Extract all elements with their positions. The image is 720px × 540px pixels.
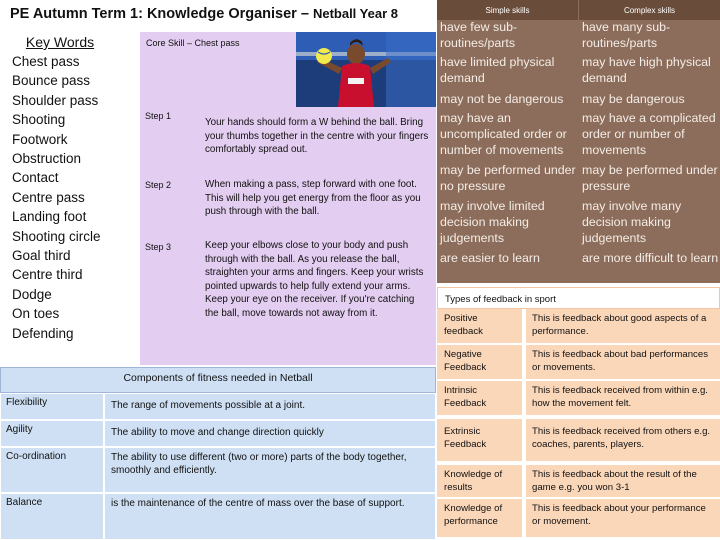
key-word: Shooting: [12, 112, 66, 128]
step-3-label: Step 3: [145, 242, 172, 252]
key-words-list: [12, 52, 101, 343]
key-word: Goal third: [12, 248, 71, 264]
table-row: [437, 55, 720, 89]
table-row: [437, 92, 720, 110]
table-row: [437, 419, 720, 463]
key-word: Centre third: [12, 267, 83, 283]
table-row: [437, 111, 720, 161]
feedback-definition: This is feedback about the result of the game e.g. you won 3-1: [526, 465, 720, 499]
fitness-term: Co-ordination: [1, 448, 105, 492]
step-1-text: Your hands should form a W behind the ball. Bring your thumbs together in the centre with your fingers comfortably spread out.: [205, 117, 429, 156]
table-row: [0, 393, 436, 420]
feedback-term: Positive feedback: [437, 309, 524, 345]
simple-skill-cell: may be performed under no pressure: [440, 163, 576, 193]
fitness-term: Balance: [1, 494, 105, 539]
table-row: [437, 465, 720, 499]
netball-player-image: [296, 32, 436, 107]
feedback-term: Intrinsic Feedback: [437, 381, 524, 417]
fitness-term: Flexibility: [1, 394, 105, 419]
table-row: [437, 20, 720, 54]
fitness-components-table: [0, 367, 436, 540]
table-row: [437, 309, 720, 345]
feedback-title: Types of feedback in sport: [437, 287, 720, 309]
simple-skill-cell: may involve limited decision making judgements: [440, 199, 545, 245]
table-row: [437, 381, 720, 417]
step-3-text: Keep your elbows close to your body and push through with the ball. As you release the ball, straighten your arms and fingers. Keep your wrists pointed upwards to help fully extend your arms. Keep your eye on the receiver. If you're catching the ball, move towards not away from it.: [205, 240, 424, 319]
feedback-definition: This is feedback about your performance or movement.: [526, 499, 720, 539]
complex-skill-cell: may be performed under pressure: [582, 163, 718, 193]
feedback-definition: This is feedback received from within e.g. how the movement felt.: [526, 381, 720, 417]
fitness-definition: The ability to move and change direction quickly: [111, 427, 324, 438]
key-word: On toes: [12, 306, 60, 322]
key-word: Footwork: [12, 131, 68, 147]
key-word: Dodge: [12, 286, 52, 302]
title-main: PE Autumn Term 1: Knowledge Organiser –: [10, 6, 313, 22]
feedback-definition: This is feedback received from others e.g. coaches, parents, players.: [526, 419, 720, 463]
fitness-title: Components of fitness needed in Netball: [0, 367, 436, 393]
table-row: [437, 251, 720, 283]
key-word: Centre pass: [12, 189, 85, 205]
feedback-definition: This is feedback about good aspects of a performance.: [526, 309, 720, 345]
complex-skill-cell: are more difficult to learn: [582, 251, 719, 265]
simple-skill-cell: are easier to learn: [440, 251, 540, 265]
feedback-types-table: [437, 287, 720, 540]
table-row: [437, 499, 720, 539]
key-word: Bounce pass: [12, 73, 91, 89]
step-2-text: When making a pass, step forward with one foot. This will help you get energy from the floor as you push through with the ball.: [205, 179, 421, 218]
core-skill-panel: [140, 32, 436, 365]
feedback-term: Knowledge of results: [437, 465, 524, 499]
complex-skill-cell: may have a complicated order or number of movements: [582, 111, 716, 157]
simple-skill-cell: have few sub-routines/parts: [440, 20, 518, 50]
table-row: [0, 447, 436, 493]
key-word: Shooting circle: [12, 228, 101, 244]
complex-skill-cell: have many sub-routines/parts: [582, 20, 671, 50]
page-title: [10, 6, 438, 28]
simple-skills-header: Simple skills: [437, 0, 578, 20]
complex-skills-header: Complex skills: [579, 0, 720, 20]
feedback-definition: This is feedback about bad performances or movements.: [526, 345, 720, 381]
key-word: Landing foot: [12, 209, 87, 225]
key-words-section: [4, 32, 136, 342]
feedback-term: Knowledge of performance: [437, 499, 524, 539]
netball-player-photo: [296, 32, 436, 107]
complex-skill-cell: may be dangerous: [582, 92, 685, 106]
table-row: [437, 199, 720, 249]
fitness-definition: is the maintenance of the centre of mass over the base of support.: [111, 498, 405, 509]
table-row: [437, 345, 720, 381]
key-word: Shoulder pass: [12, 92, 99, 108]
core-skill-title: Core Skill – Chest pass: [146, 38, 240, 48]
table-row: [0, 420, 436, 447]
step-1-label: Step 1: [145, 111, 172, 121]
table-row: [0, 493, 436, 540]
simple-skill-cell: may not be dangerous: [440, 92, 564, 106]
simple-skill-cell: have limited physical demand: [440, 55, 555, 85]
fitness-definition: The range of movements possible at a joint.: [111, 400, 305, 411]
simple-skill-cell: may have an uncomplicated order or number of movements: [440, 111, 567, 157]
key-words-title: Key Words: [25, 34, 95, 50]
key-word: Chest pass: [12, 54, 80, 69]
fitness-definition: The ability to use different (two or more) parts of the body together, smoothly and efficiently.: [111, 452, 407, 476]
key-word: Defending: [12, 325, 74, 341]
complex-skill-cell: may involve many decision making judgements: [582, 199, 682, 245]
fitness-term: Agility: [1, 421, 105, 446]
step-2-label: Step 2: [145, 180, 172, 190]
title-year: Netball Year 8: [312, 6, 398, 21]
complex-skill-cell: may have high physical demand: [582, 55, 711, 85]
key-word: Obstruction: [12, 151, 82, 167]
feedback-term: Negative Feedback: [437, 345, 524, 381]
skills-comparison-table: [437, 0, 720, 283]
table-row: [437, 163, 720, 197]
key-word: Contact: [12, 170, 59, 186]
feedback-term: Extrinsic Feedback: [437, 419, 524, 463]
